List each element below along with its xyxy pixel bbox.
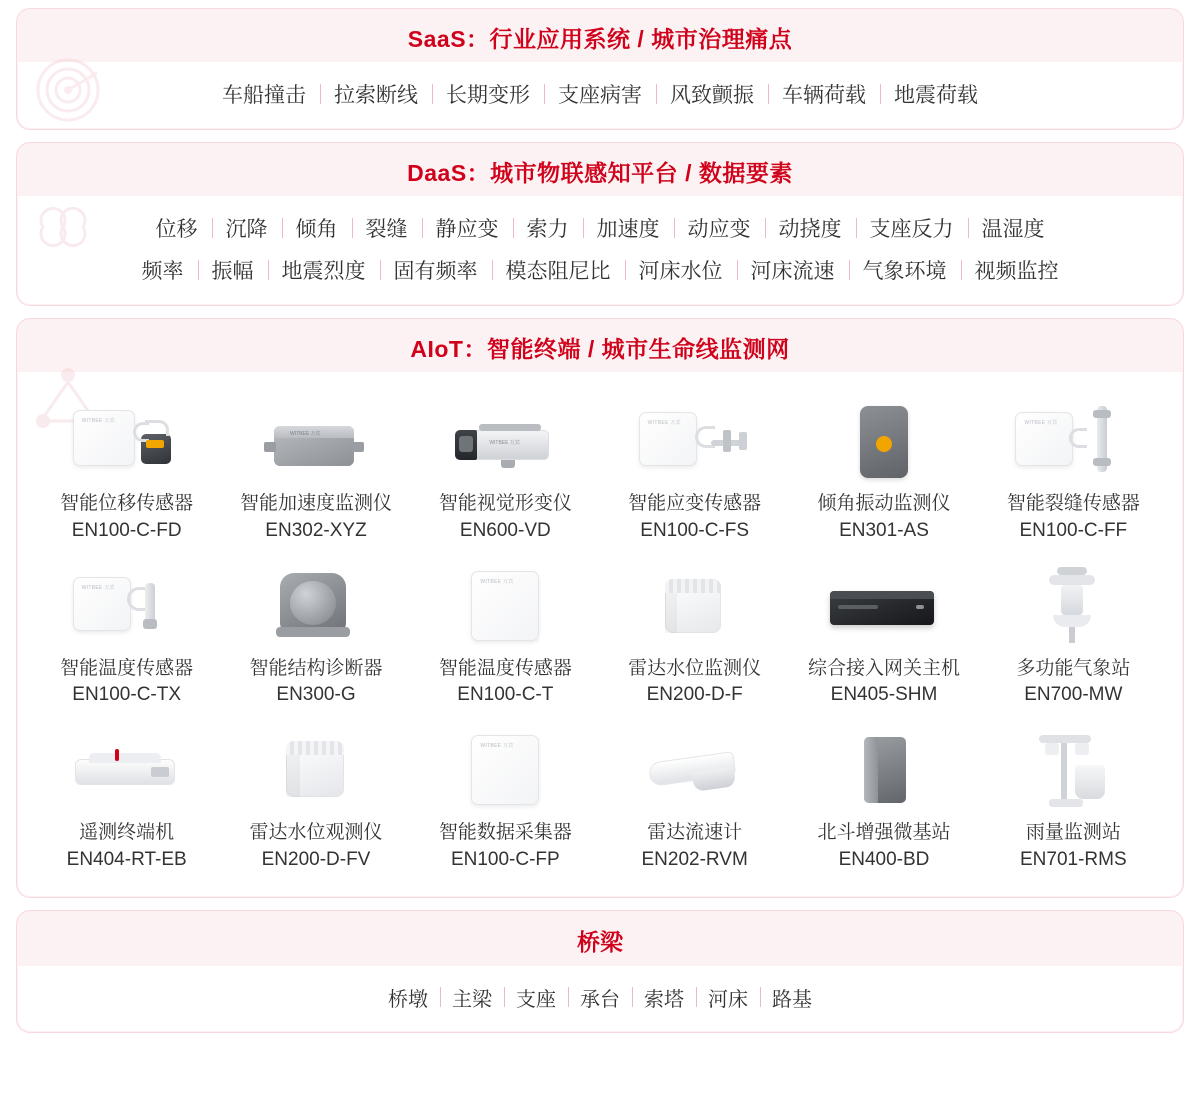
daas-title: DaaS：城市物联感知平台 / 数据要素 xyxy=(407,160,793,186)
device-name: 智能位移传感器 xyxy=(60,493,194,514)
device-model: EN202-RVM xyxy=(641,848,748,870)
device-card xyxy=(32,555,221,714)
weather-station-icon xyxy=(998,559,1148,651)
daas-term[interactable]: 位移 xyxy=(155,218,198,241)
crack-sensor-icon: WITBEE 万宾 xyxy=(998,394,1148,486)
temperature-sensor-x-icon: WITBEE 万宾 xyxy=(52,559,202,651)
daas-term[interactable]: 振幅 xyxy=(198,252,268,288)
saas-term[interactable]: 长期变形 xyxy=(432,76,544,112)
device-model: EN200-D-F xyxy=(646,684,743,706)
radar-flow-meter-icon xyxy=(620,723,770,815)
device-model: EN100-C-FP xyxy=(450,848,560,870)
daas-term[interactable]: 频率 xyxy=(141,260,184,283)
device-model: EN100-C-FS xyxy=(640,519,750,541)
device-model: EN100-C-FD xyxy=(71,519,182,541)
radar-water-level-observer-icon xyxy=(241,723,391,815)
device-grid xyxy=(28,386,1172,880)
daas-term[interactable]: 动应变 xyxy=(674,210,765,246)
device-model: EN405-SHM xyxy=(830,684,938,706)
device-model: EN300-G xyxy=(276,684,356,706)
data-collector-icon: WITBEE 万宾 xyxy=(430,723,580,815)
device-model: EN400-BD xyxy=(838,848,930,870)
device-name: 雷达水位监测仪 xyxy=(628,657,762,679)
aiot-card xyxy=(16,318,1184,898)
bridge-term[interactable]: 路基 xyxy=(760,980,824,1015)
bridge-title: 桥梁 xyxy=(577,928,623,955)
device-name: 智能加速度监测仪 xyxy=(239,493,392,514)
device-card[interactable] xyxy=(221,390,410,549)
telemetry-terminal-icon xyxy=(52,723,202,815)
daas-term[interactable]: 加速度 xyxy=(583,210,674,246)
device-card[interactable] xyxy=(32,390,221,549)
bridge-term[interactable]: 河床 xyxy=(696,980,760,1015)
device-name: 智能温度传感器 xyxy=(438,657,572,679)
bridge-term[interactable]: 支座 xyxy=(504,980,568,1015)
device-model: EN100-C-T xyxy=(457,684,554,706)
strain-sensor-icon: WITBEE 万宾 xyxy=(620,394,770,486)
device-model: EN301-AS xyxy=(839,519,929,541)
device-card xyxy=(411,390,600,549)
daas-term[interactable]: 支座反力 xyxy=(856,210,968,246)
saas-term[interactable]: 支座病害 xyxy=(544,76,656,112)
radar-water-level-monitor-icon xyxy=(620,559,770,651)
device-name: 遥测终端机 xyxy=(79,822,175,843)
saas-term[interactable]: 车船撞击 xyxy=(222,84,306,107)
device-name: 智能结构诊断器 xyxy=(249,657,383,679)
device-name: 智能视觉形变仪 xyxy=(438,493,572,514)
device-card xyxy=(789,555,978,714)
device-name: 智能温度传感器 xyxy=(60,657,194,679)
daas-term[interactable]: 倾角 xyxy=(282,210,352,246)
daas-term[interactable]: 河床水位 xyxy=(625,252,737,288)
daas-term-list-row2 xyxy=(28,252,1172,288)
device-card xyxy=(979,555,1168,714)
device-card xyxy=(221,555,410,714)
daas-term[interactable]: 模态阻尼比 xyxy=(492,252,625,288)
beidou-micro-station-icon xyxy=(809,723,959,815)
device-name: 雨量监测站 xyxy=(1025,822,1121,843)
daas-term[interactable]: 动挠度 xyxy=(765,210,856,246)
saas-term[interactable]: 地震荷载 xyxy=(880,76,992,112)
daas-term[interactable]: 索力 xyxy=(513,210,583,246)
inclination-vibration-monitor-icon xyxy=(809,394,959,486)
bridge-term-list xyxy=(28,980,1172,1015)
bridge-card xyxy=(16,910,1184,1033)
device-card xyxy=(789,390,978,549)
daas-term[interactable]: 河床流速 xyxy=(737,252,849,288)
aiot-body xyxy=(18,372,1182,896)
device-card xyxy=(600,719,789,878)
saas-term-list xyxy=(28,76,1172,112)
device-card xyxy=(979,390,1168,549)
device-model: EN200-D-FV xyxy=(261,848,371,870)
device-model: EN302-XYZ xyxy=(265,519,367,541)
device-model: EN404-RT-EB xyxy=(66,848,187,870)
device-name: 雷达水位观测仪 xyxy=(249,822,383,843)
device-name: 综合接入网关主机 xyxy=(807,657,960,679)
temperature-sensor-icon: WITBEE 万宾 xyxy=(430,559,580,651)
device-card xyxy=(221,719,410,878)
device-name: 智能数据采集器 xyxy=(438,822,572,843)
saas-term[interactable]: 风致颤振 xyxy=(656,76,768,112)
vision-deformation-camera-icon: WITBEE 万宾 xyxy=(430,394,580,486)
structure-diagnoser-icon xyxy=(241,559,391,651)
bridge-term[interactable]: 主梁 xyxy=(440,980,504,1015)
bridge-term[interactable]: 桥墩 xyxy=(388,988,428,1011)
device-card xyxy=(979,719,1168,878)
device-model: EN100-C-TX xyxy=(72,684,182,706)
daas-body xyxy=(18,196,1182,304)
acceleration-monitor-icon: WITBEE 万宾 xyxy=(241,394,391,486)
gateway-host-icon xyxy=(809,559,959,651)
daas-term[interactable]: 固有频率 xyxy=(380,252,492,288)
device-model: EN700-MW xyxy=(1024,684,1123,706)
aiot-title: AIoT：智能终端 / 城市生命线监测网 xyxy=(410,336,790,362)
saas-term[interactable]: 车辆荷载 xyxy=(768,76,880,112)
bridge-term[interactable]: 承台 xyxy=(568,980,632,1015)
device-name: 智能应变传感器 xyxy=(628,493,762,514)
saas-title: SaaS：行业应用系统 / 城市治理痛点 xyxy=(407,26,793,52)
daas-term-list-row1 xyxy=(28,210,1172,246)
daas-term[interactable]: 沉降 xyxy=(212,210,282,246)
device-model: EN600-VD xyxy=(459,519,551,541)
device-name: 北斗增强微基站 xyxy=(817,822,951,843)
device-card xyxy=(32,719,221,878)
device-card xyxy=(411,555,600,714)
saas-card xyxy=(16,8,1184,130)
daas-term[interactable]: 静应变 xyxy=(422,210,513,246)
device-card xyxy=(600,555,789,714)
rain-gauge-station-icon xyxy=(998,723,1148,815)
device-card xyxy=(789,719,978,878)
device-name: 智能裂缝传感器 xyxy=(1006,493,1140,514)
daas-card xyxy=(16,142,1184,306)
daas-term[interactable]: 地震烈度 xyxy=(268,252,380,288)
daas-term[interactable]: 裂缝 xyxy=(352,210,422,246)
displacement-sensor-icon: WITBEE 万宾 xyxy=(52,394,202,486)
device-card xyxy=(411,719,600,878)
bridge-body xyxy=(18,966,1182,1031)
daas-term[interactable]: 视频监控 xyxy=(961,252,1073,288)
device-model: EN100-C-FF xyxy=(1019,519,1128,541)
device-model: EN701-RMS xyxy=(1019,848,1127,870)
device-name: 雷达流速计 xyxy=(647,822,743,843)
daas-term[interactable]: 温湿度 xyxy=(968,210,1059,246)
device-card xyxy=(600,390,789,549)
device-name: 多功能气象站 xyxy=(1016,657,1131,679)
saas-term[interactable]: 拉索断线 xyxy=(320,76,432,112)
bridge-term[interactable]: 索塔 xyxy=(632,980,696,1015)
device-name: 倾角振动监测仪 xyxy=(817,493,951,514)
daas-term[interactable]: 气象环境 xyxy=(849,252,961,288)
saas-body xyxy=(18,62,1182,128)
